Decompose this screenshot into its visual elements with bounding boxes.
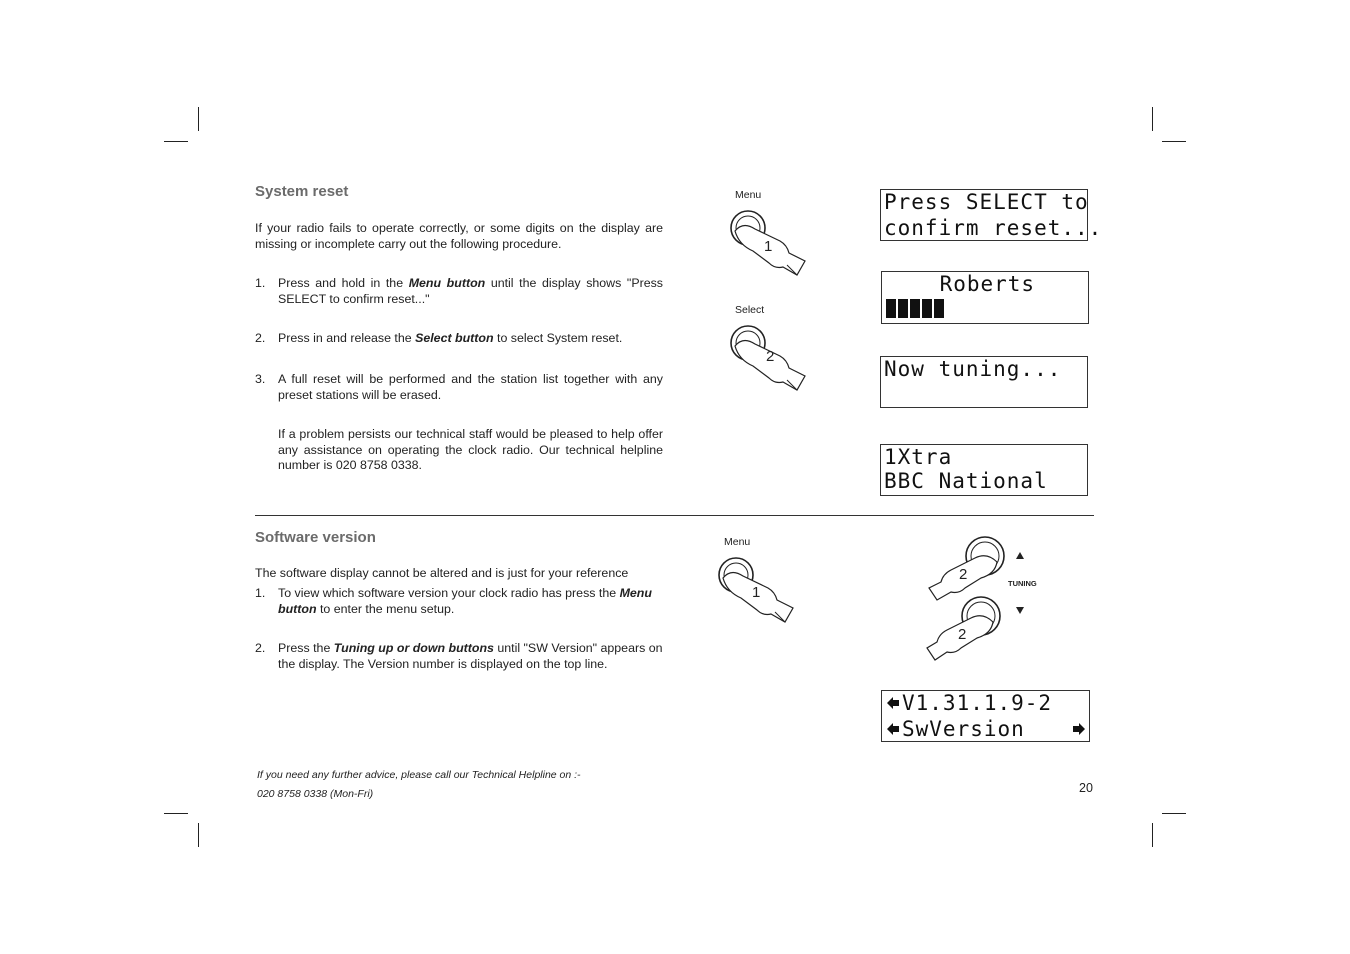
lcd-display-confirm-reset	[880, 189, 1103, 241]
lcd-display-station	[880, 444, 1088, 496]
lcd-display-now-tuning	[880, 356, 1088, 408]
step-text: until the display shows "Press SELECT to confirm reset..."	[278, 276, 663, 306]
step-number-badge: 2	[766, 348, 775, 365]
step-number: 3.	[255, 372, 266, 386]
lcd-line-2: confirm reset...	[884, 216, 1103, 240]
step-number: 1.	[255, 586, 266, 600]
system-reset-intro: If your radio fails to operate correctly, or some digits on the display are missing or incomplete carry out the following procedure.	[255, 221, 663, 251]
step-text: Press the	[278, 641, 334, 655]
tuning-label: TUNING	[1008, 579, 1037, 588]
crop-mark	[198, 107, 199, 131]
crop-mark	[164, 813, 188, 814]
step-emphasis: Tuning up or down buttons	[333, 641, 494, 655]
step-number-badge: 1	[764, 238, 773, 255]
crop-mark	[164, 141, 188, 142]
step-text: Press in and release the	[278, 331, 416, 345]
footer-advice: If you need any further advice, please call our Technical Helpline on :-	[257, 769, 581, 781]
lcd-line-1: Press SELECT to	[884, 190, 1089, 214]
crop-mark	[1152, 107, 1153, 131]
step-text: Press and hold in the	[278, 276, 409, 290]
crop-mark	[1162, 813, 1186, 814]
arrow-left-icon	[886, 696, 900, 710]
lcd-line-1: 1Xtra	[884, 445, 953, 469]
step-text: to enter the menu setup.	[316, 601, 455, 616]
footer-helpline: 020 8758 0338 (Mon-Fri)	[257, 788, 374, 800]
step-number: 1.	[255, 276, 266, 290]
step-emphasis: Menu button	[408, 276, 486, 290]
step-emphasis: Menu button	[278, 586, 652, 616]
step-number-badge: 2	[958, 626, 967, 643]
lcd-line-2: SwVersion	[902, 717, 1025, 741]
section-divider	[255, 515, 1094, 516]
step-number-badge: 1	[752, 584, 761, 601]
arrow-left-icon	[886, 722, 900, 736]
software-version-intro: The software display cannot be altered and is just for your reference	[255, 566, 629, 580]
step-number: 2.	[255, 331, 266, 345]
lcd-line-1: Now tuning...	[884, 357, 1062, 381]
system-reset-step-1	[278, 276, 663, 307]
system-reset-heading: System reset	[255, 183, 349, 200]
lcd-display-roberts	[881, 271, 1089, 324]
software-version-step-1	[278, 586, 663, 617]
software-version-heading: Software version	[255, 529, 376, 546]
step-text: A full reset will be performed and the station list together with any preset stations will be erased.	[278, 372, 663, 402]
page-number: 20	[1079, 781, 1093, 795]
system-reset-step-2	[278, 331, 663, 347]
step-text: to select System reset.	[493, 331, 623, 345]
crop-mark	[198, 823, 199, 847]
lcd-line-1: Roberts	[885, 272, 1036, 296]
crop-mark	[1152, 823, 1153, 847]
menu-caption: Menu	[735, 189, 762, 201]
step-text: until "SW Version" appears on the display. The Version number is displayed on the top line.	[278, 641, 663, 671]
step-number-badge: 2	[959, 566, 968, 583]
step-number: 2.	[255, 641, 266, 655]
lcd-line-2: BBC National	[884, 469, 1048, 493]
step-emphasis: Select button	[415, 331, 494, 345]
arrow-right-icon	[1072, 722, 1086, 736]
crop-mark	[1162, 141, 1186, 142]
select-caption: Select	[735, 304, 765, 316]
system-reset-step-3	[278, 372, 663, 403]
software-version-step-2	[278, 641, 663, 672]
progress-blocks-icon	[886, 299, 946, 323]
system-reset-note: If a problem persists our technical staff would be pleased to help offer any assistance on operating the clock radio. Our technical helpline number is 020 8758 0338.	[278, 427, 663, 472]
menu-caption: Menu	[724, 536, 751, 548]
lcd-display-sw-version	[881, 690, 1090, 742]
tuning-buttons-hand-icon	[925, 532, 1025, 664]
step-text: To view which software version your clock radio has press the	[278, 586, 620, 600]
lcd-line-1: V1.31.1.9-2	[902, 691, 1053, 715]
